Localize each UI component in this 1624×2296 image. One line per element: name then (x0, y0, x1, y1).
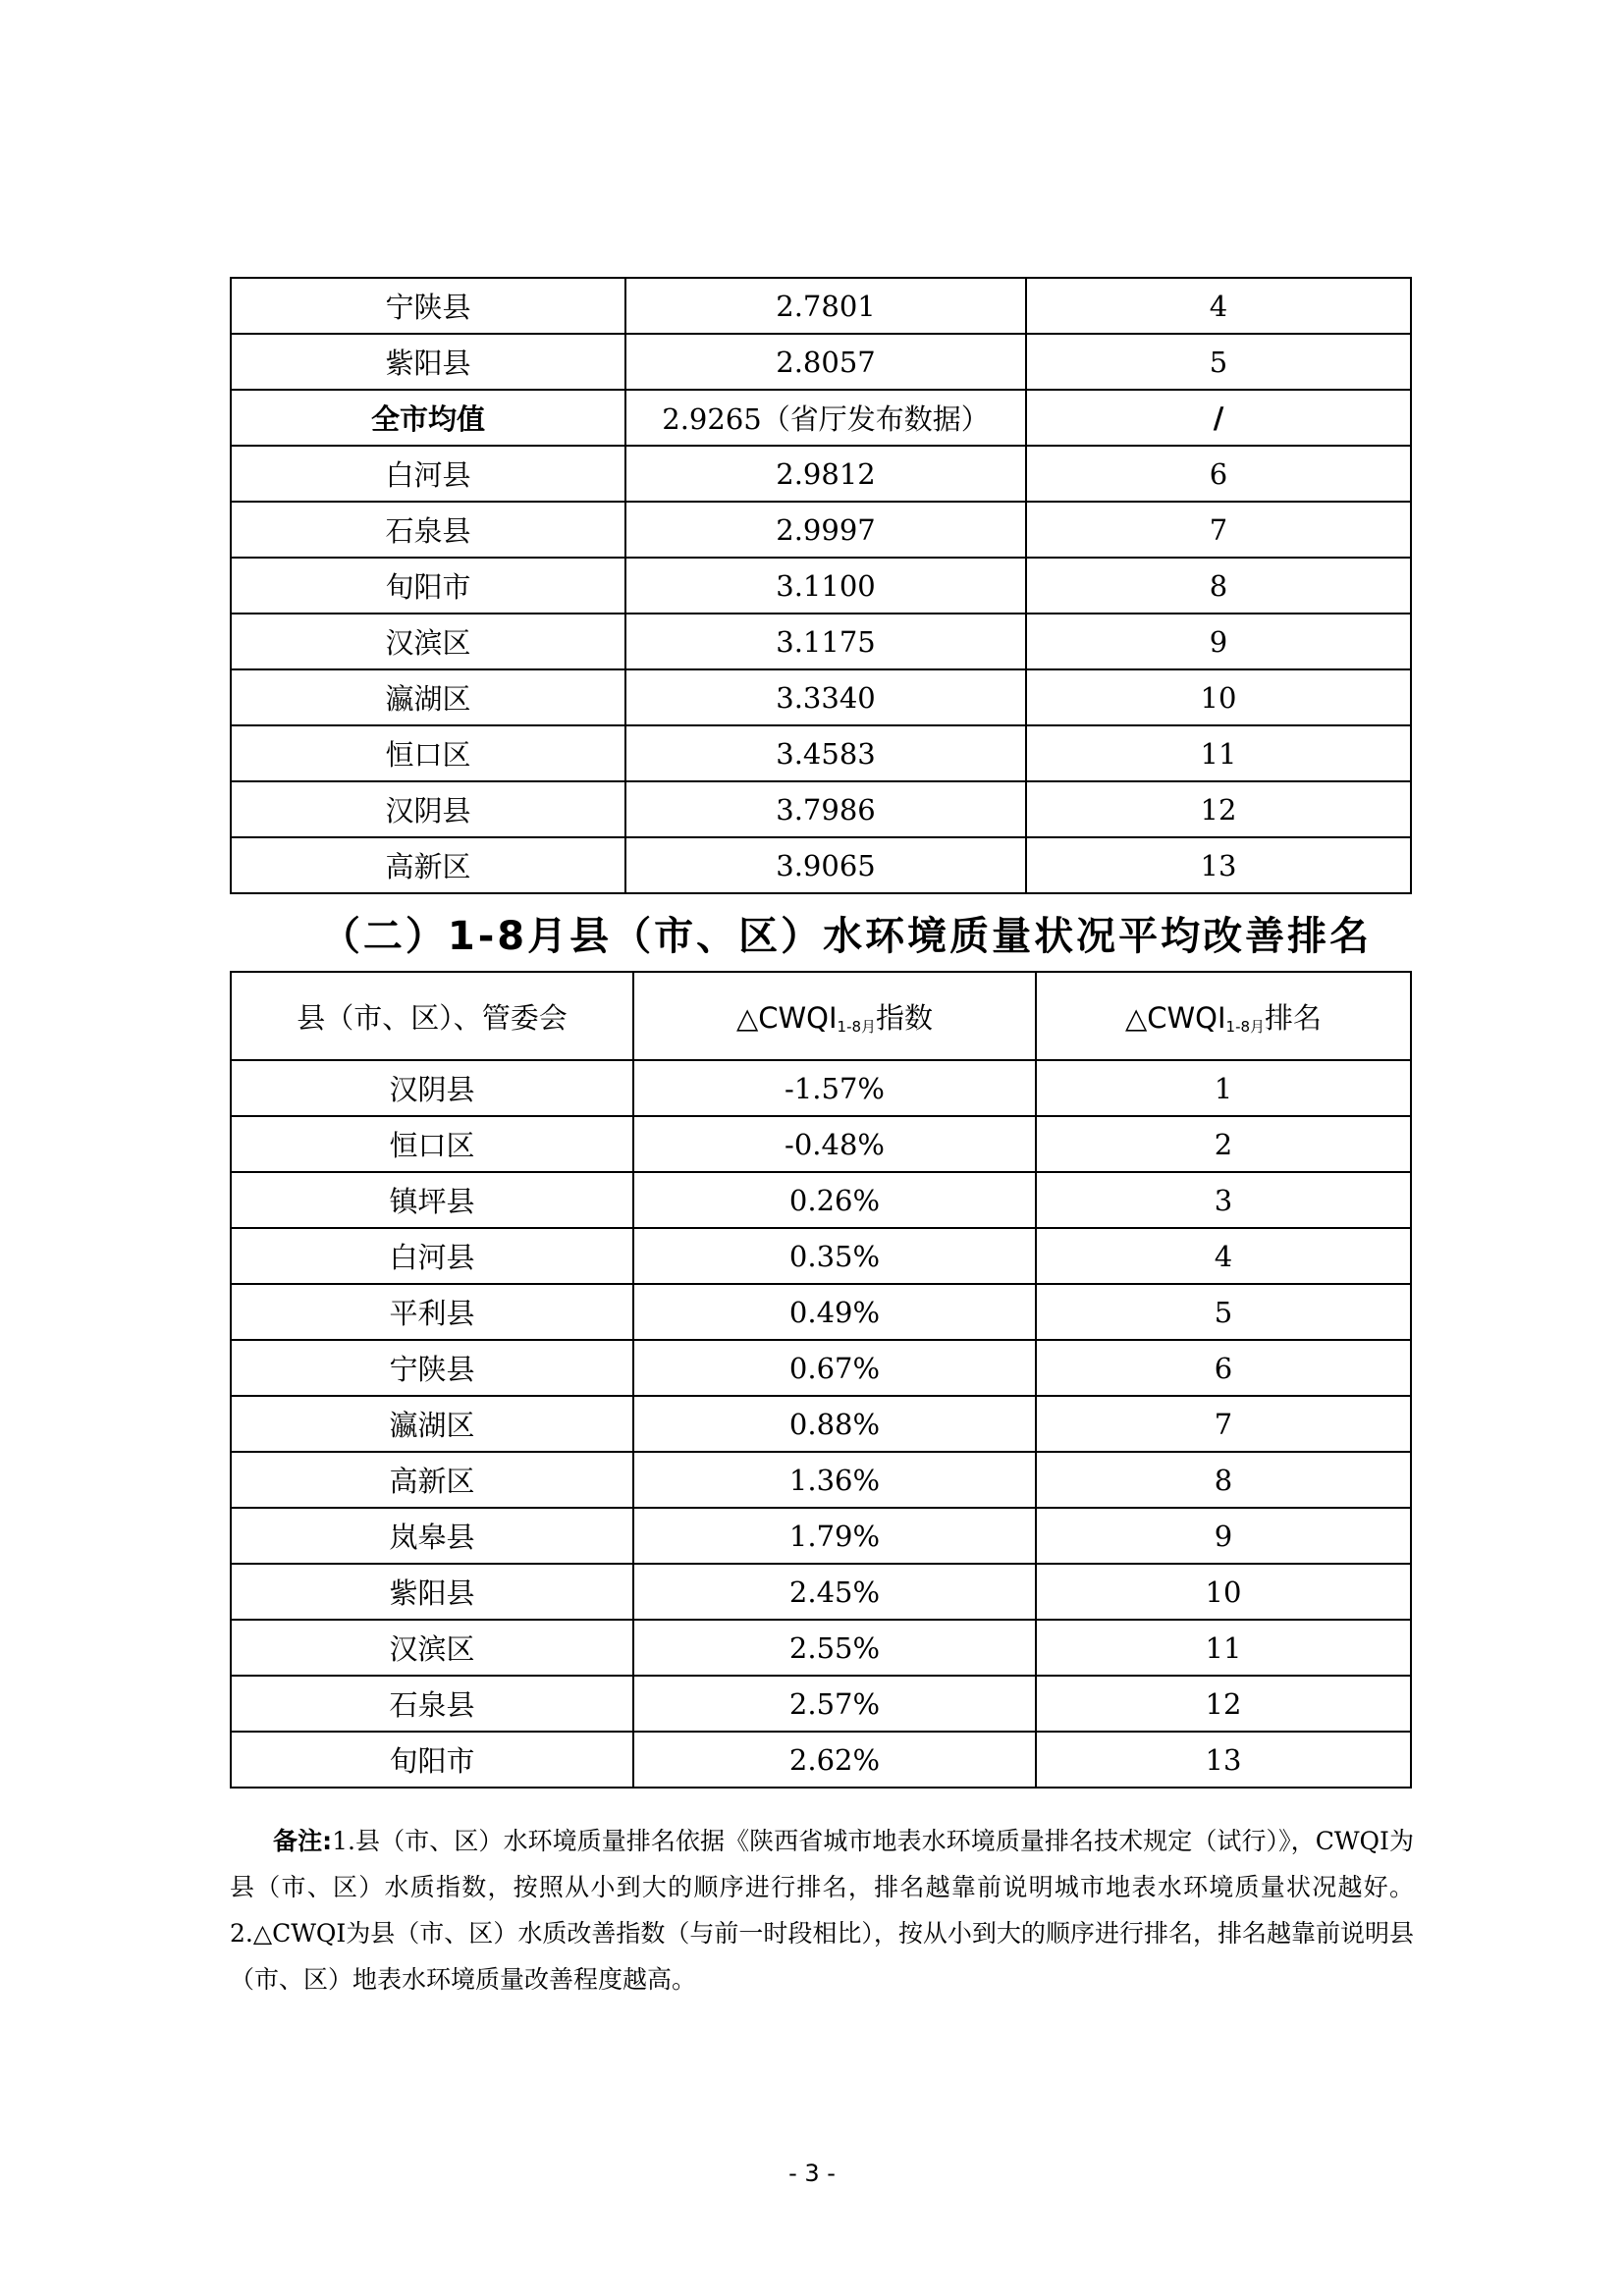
rank-cell: 4 (1026, 278, 1411, 334)
district-cell: 恒口区 (231, 725, 625, 781)
value-cell: 0.49% (633, 1284, 1036, 1340)
header-cwqi-index-prefix: △CWQI (735, 1000, 838, 1035)
value-cell: 3.9065 (625, 837, 1026, 893)
improvement-ranking-table (230, 971, 1412, 1789)
district-cell: 瀛湖区 (231, 669, 625, 725)
footnote-text: 1.县（市、区）水环境质量排名依据《陕西省城市地表水环境质量排名技术规定（试行）》，CWQI为县（市、区）水质指数，按照从小到大的顺序进行排名，排名越靠前说明城市地表水环境质量状况越好。2.△CWQI为县（市、区）水质改善指数（与前一时段相比），按从小到大的顺序进行排名，排名越靠前说明县（市、区）地表水环境质量改善程度越高。 (230, 1827, 1414, 1994)
rank-cell: 2 (1036, 1116, 1411, 1172)
header-cwqi-rank (1036, 972, 1411, 1060)
table-row (231, 1060, 1411, 1116)
table-row (231, 390, 1411, 446)
table-row (231, 1284, 1411, 1340)
table-row (231, 558, 1411, 614)
rank-cell: / (1026, 390, 1411, 446)
table-row (231, 334, 1411, 390)
value-cell: 2.45% (633, 1564, 1036, 1620)
rank-cell: 12 (1026, 781, 1411, 837)
value-cell: 2.8057 (625, 334, 1026, 390)
district-cell: 高新区 (231, 837, 625, 893)
value-cell: 2.9997 (625, 502, 1026, 558)
district-cell: 宁陕县 (231, 1340, 633, 1396)
table-row (231, 725, 1411, 781)
header-district: 县（市、区）、管委会 (231, 972, 633, 1060)
district-cell: 汉滨区 (231, 1620, 633, 1676)
value-cell: 1.36% (633, 1452, 1036, 1508)
table-row (231, 1228, 1411, 1284)
table-row (231, 1340, 1411, 1396)
value-cell: 0.26% (633, 1172, 1036, 1228)
header-cwqi-index-sub: 1-8月 (837, 1017, 877, 1036)
value-cell: 3.4583 (625, 725, 1026, 781)
district-cell: 岚皋县 (231, 1508, 633, 1564)
rank-cell: 6 (1026, 446, 1411, 502)
rank-cell: 7 (1036, 1396, 1411, 1452)
rank-cell: 8 (1036, 1452, 1411, 1508)
table-row (231, 837, 1411, 893)
table-row (231, 669, 1411, 725)
table-row (231, 1732, 1411, 1788)
rank-cell: 9 (1026, 614, 1411, 669)
district-cell: 全市均值 (231, 390, 625, 446)
district-cell: 恒口区 (231, 1116, 633, 1172)
value-cell: 3.7986 (625, 781, 1026, 837)
table-row (231, 278, 1411, 334)
table-row (231, 1396, 1411, 1452)
district-cell: 汉滨区 (231, 614, 625, 669)
district-cell: 汉阴县 (231, 781, 625, 837)
table-row (231, 1676, 1411, 1732)
rank-cell: 8 (1026, 558, 1411, 614)
section-heading: （二）1-8月县（市、区）水环境质量状况平均改善排名 (320, 914, 1373, 959)
district-cell: 汉阴县 (231, 1060, 633, 1116)
rank-cell: 3 (1036, 1172, 1411, 1228)
district-cell: 高新区 (231, 1452, 633, 1508)
rank-cell: 10 (1036, 1564, 1411, 1620)
district-cell: 旬阳市 (231, 558, 625, 614)
header-cwqi-rank-prefix: △CWQI (1124, 1000, 1226, 1035)
value-cell: 2.57% (633, 1676, 1036, 1732)
value-cell: 2.7801 (625, 278, 1026, 334)
value-cell: 0.67% (633, 1340, 1036, 1396)
district-cell: 紫阳县 (231, 1564, 633, 1620)
header-cwqi-index-suffix: 指数 (876, 1000, 934, 1035)
rank-cell: 5 (1036, 1284, 1411, 1340)
rank-cell: 1 (1036, 1060, 1411, 1116)
rank-cell: 4 (1036, 1228, 1411, 1284)
header-cwqi-rank-suffix: 排名 (1265, 1000, 1323, 1035)
value-cell: 2.9265（省厅发布数据） (625, 390, 1026, 446)
table-header-row (231, 972, 1411, 1060)
rank-cell: 10 (1026, 669, 1411, 725)
value-cell: 3.3340 (625, 669, 1026, 725)
district-cell: 镇坪县 (231, 1172, 633, 1228)
table-row (231, 446, 1411, 502)
district-cell: 白河县 (231, 1228, 633, 1284)
table-row (231, 1508, 1411, 1564)
value-cell: 0.35% (633, 1228, 1036, 1284)
district-cell: 紫阳县 (231, 334, 625, 390)
footnote (230, 1818, 1414, 2002)
value-cell: 1.79% (633, 1508, 1036, 1564)
value-cell: -1.57% (633, 1060, 1036, 1116)
table-row (231, 614, 1411, 669)
rank-cell: 5 (1026, 334, 1411, 390)
header-cwqi-rank-sub: 1-8月 (1225, 1017, 1266, 1036)
rank-cell: 6 (1036, 1340, 1411, 1396)
page-number: - 3 - (788, 2160, 836, 2187)
rank-cell: 9 (1036, 1508, 1411, 1564)
header-cwqi-index (633, 972, 1036, 1060)
district-cell: 旬阳市 (231, 1732, 633, 1788)
table-row (231, 1564, 1411, 1620)
table-row (231, 1620, 1411, 1676)
value-cell: 2.9812 (625, 446, 1026, 502)
district-cell: 瀛湖区 (231, 1396, 633, 1452)
table-row (231, 1172, 1411, 1228)
district-cell: 白河县 (231, 446, 625, 502)
table-row (231, 1116, 1411, 1172)
improvement-ranking-table-body (231, 972, 1411, 1788)
cwqi-ranking-table-body (231, 278, 1411, 893)
table-row (231, 502, 1411, 558)
district-cell: 石泉县 (231, 502, 625, 558)
rank-cell: 11 (1036, 1620, 1411, 1676)
rank-cell: 13 (1036, 1732, 1411, 1788)
rank-cell: 11 (1026, 725, 1411, 781)
rank-cell: 12 (1036, 1676, 1411, 1732)
value-cell: 2.62% (633, 1732, 1036, 1788)
district-cell: 宁陕县 (231, 278, 625, 334)
value-cell: 3.1100 (625, 558, 1026, 614)
cwqi-ranking-table (230, 277, 1412, 894)
value-cell: -0.48% (633, 1116, 1036, 1172)
value-cell: 2.55% (633, 1620, 1036, 1676)
rank-cell: 13 (1026, 837, 1411, 893)
table-row (231, 781, 1411, 837)
value-cell: 0.88% (633, 1396, 1036, 1452)
table-row (231, 1452, 1411, 1508)
district-cell: 石泉县 (231, 1676, 633, 1732)
value-cell: 3.1175 (625, 614, 1026, 669)
footnote-label: 备注: (273, 1827, 333, 1855)
district-cell: 平利县 (231, 1284, 633, 1340)
rank-cell: 7 (1026, 502, 1411, 558)
